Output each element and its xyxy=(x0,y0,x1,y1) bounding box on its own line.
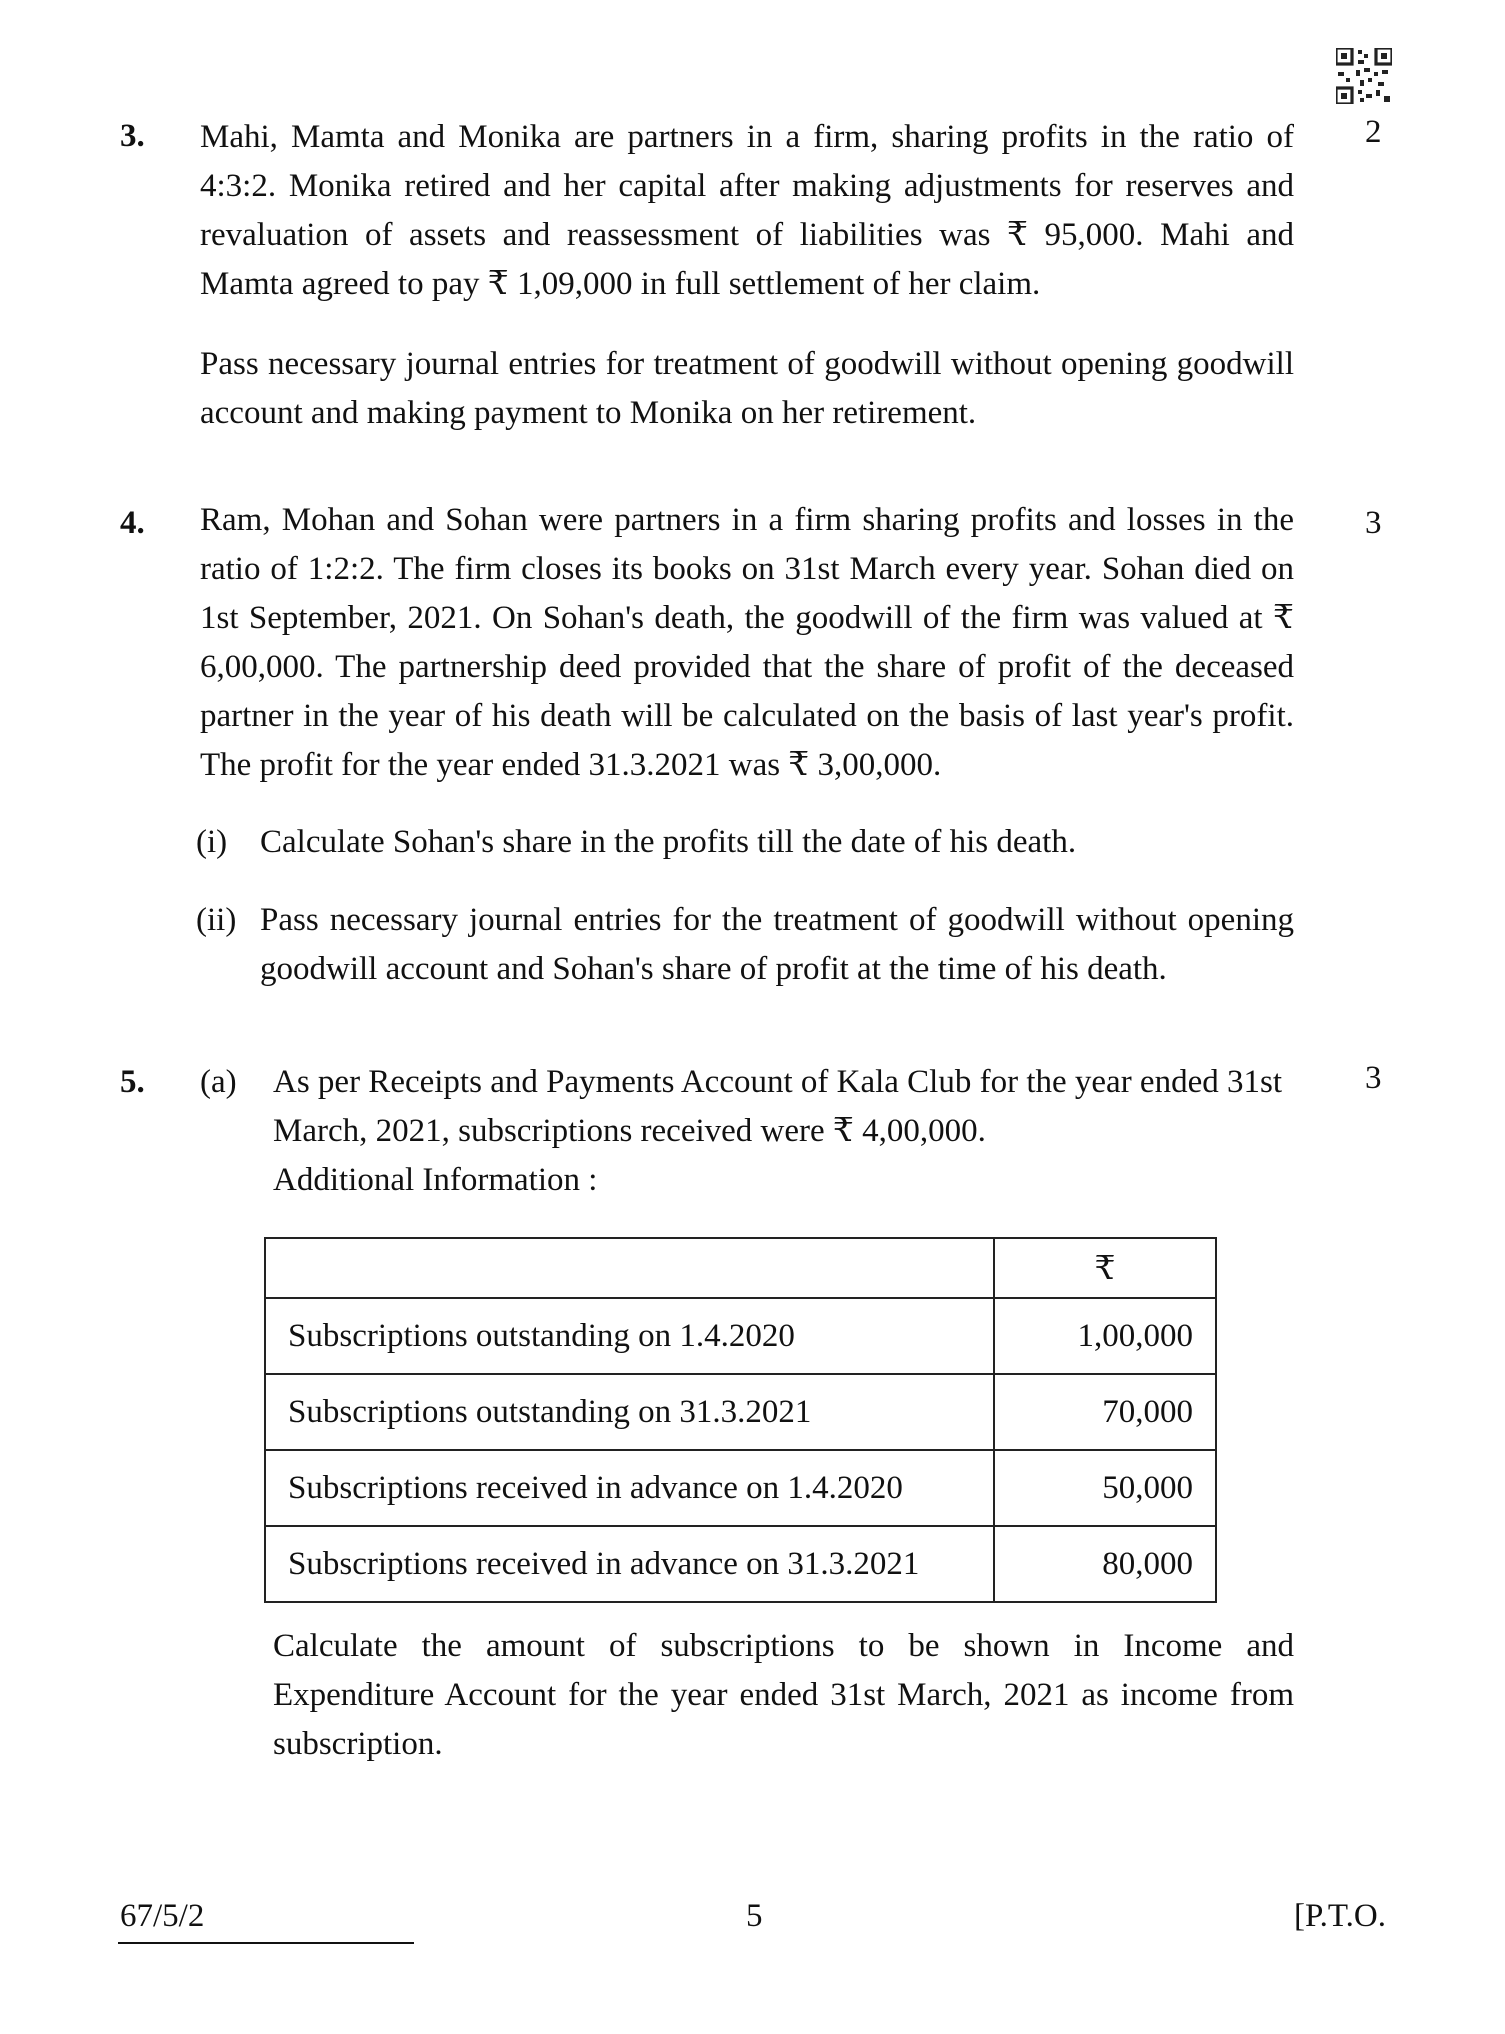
question-marks: 3 xyxy=(1365,1060,1382,1096)
question-marks: 3 xyxy=(1365,505,1382,541)
row-label: Subscriptions received in advance on 31.3.2021 xyxy=(265,1526,994,1602)
row-label: Subscriptions received in advance on 1.4.2020 xyxy=(265,1450,994,1526)
sub-question-label: (i) xyxy=(196,824,228,860)
row-amount: 70,000 xyxy=(994,1374,1216,1450)
table-row xyxy=(265,1450,1216,1526)
question-text: Ram, Mohan and Sohan were partners in a firm sharing profits and losses in the ratio of 1:2:2. The firm closes its books on 31st March every year. Sohan died on 1st September, 2021. On Sohan's death, the goodwill of the firm was valued at ₹ 6,00,000. The partnership deed provided that the share of profit of the deceased partner in the year of his death will be calculated on the basis of last year's profit. The profit for the year ended 31.3.2021 was ₹ 3,00,000. xyxy=(200,502,1294,783)
row-amount: 50,000 xyxy=(994,1450,1216,1526)
subscription-table xyxy=(264,1237,1217,1603)
question-marks: 2 xyxy=(1365,114,1382,150)
please-turn-over: [P.T.O. xyxy=(1294,1898,1386,1934)
row-amount: 80,000 xyxy=(994,1526,1216,1602)
page-number: 5 xyxy=(746,1898,763,1934)
table-header-label xyxy=(265,1238,994,1298)
table-row xyxy=(265,1374,1216,1450)
paper-code: 67/5/2 xyxy=(120,1898,205,1934)
table-row xyxy=(265,1526,1216,1602)
table-row xyxy=(265,1298,1216,1374)
sub-question-text: Pass necessary journal entries for the treatment of goodwill without opening goodwill account and Sohan's share of profit at the time of his death. xyxy=(260,902,1294,987)
question-number: 4. xyxy=(120,505,145,541)
sub-question-label: (ii) xyxy=(196,902,237,938)
row-label: Subscriptions outstanding on 31.3.2021 xyxy=(265,1374,994,1450)
row-label: Subscriptions outstanding on 1.4.2020 xyxy=(265,1298,994,1374)
footer-rule xyxy=(118,1942,414,1944)
part-label: (a) xyxy=(200,1064,237,1100)
row-amount: 1,00,000 xyxy=(994,1298,1216,1374)
question-text: As per Receipts and Payments Account of Kala Club for the year ended 31st March, 2021, subscriptions received were ₹ 4,00,000. xyxy=(273,1064,1282,1149)
question-number: 3. xyxy=(120,118,145,154)
question-instruction: Calculate the amount of subscriptions to be shown in Income and Expenditure Account for the year ended 31st March, 2021 as income from subscription. xyxy=(273,1628,1294,1762)
question-number: 5. xyxy=(120,1064,145,1100)
table-header-row xyxy=(265,1238,1216,1298)
question-instruction: Pass necessary journal entries for treatment of goodwill without opening goodwill account and making payment to Monika on her retirement. xyxy=(200,346,1294,431)
additional-info-heading: Additional Information : xyxy=(273,1162,598,1198)
sub-question-text: Calculate Sohan's share in the profits till the date of his death. xyxy=(260,824,1077,860)
currency-header: ₹ xyxy=(994,1238,1216,1298)
qr-code-icon xyxy=(1336,48,1392,104)
question-text: Mahi, Mamta and Monika are partners in a firm, sharing profits in the ratio of 4:3:2. Monika retired and her capital after making adjustments for reserves and revaluation of assets and reassessment of liabilities was ₹ 95,000. Mahi and Mamta agreed to pay ₹ 1,09,000 in full settlement of her claim. xyxy=(200,119,1294,302)
